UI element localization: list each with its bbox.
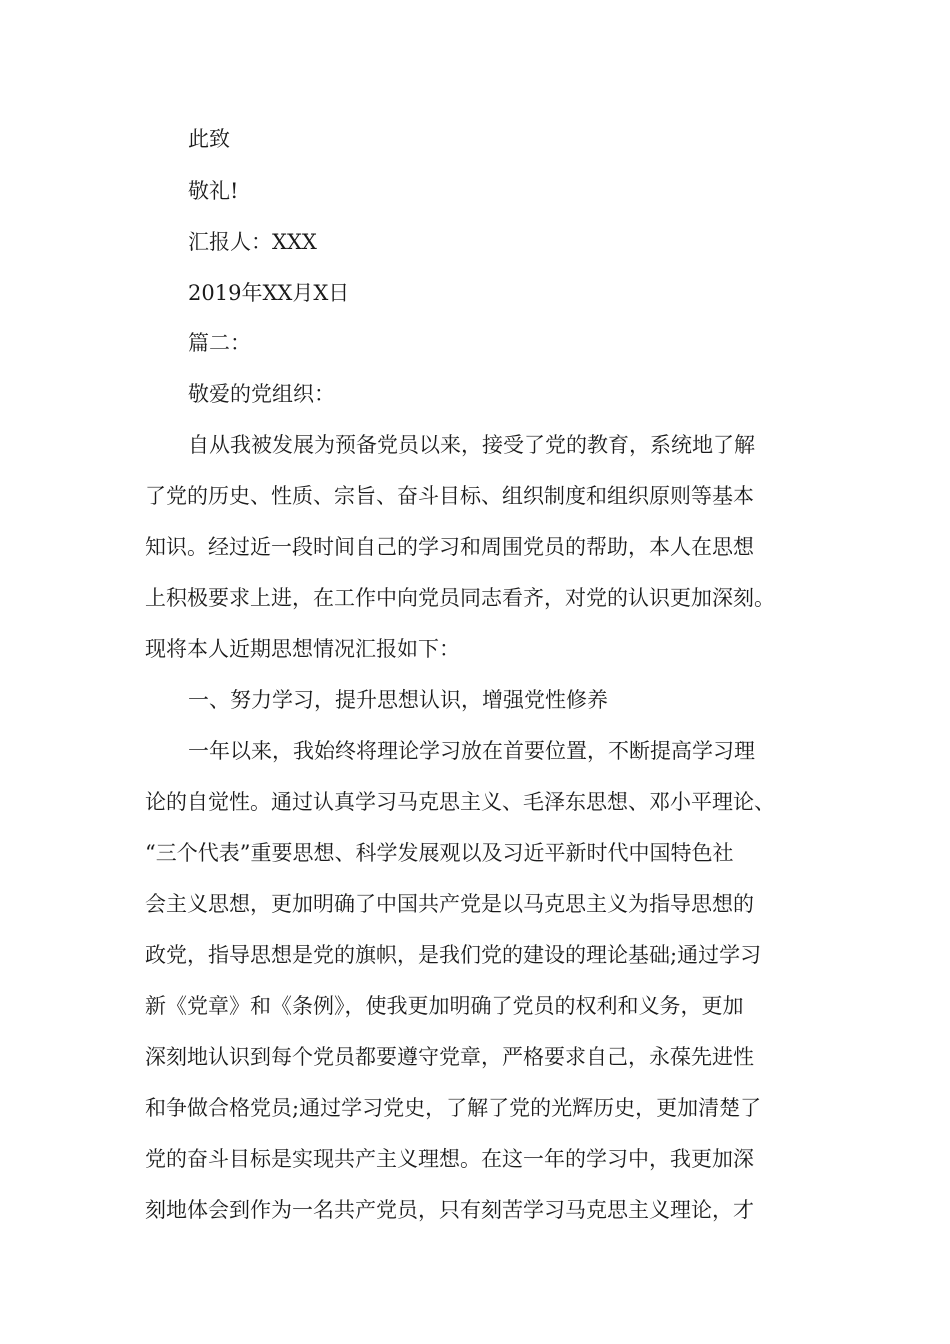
paragraph-line: 一年以来，我始终将理论学习放在首要位置，不断提高学习理 bbox=[188, 739, 755, 763]
closing-salute-1: 此致 bbox=[188, 127, 230, 151]
paragraph-line: 论的自觉性。通过认真学习马克思主义、毛泽东思想、邓小平理论、 bbox=[145, 790, 775, 814]
section-heading: 篇二： bbox=[188, 331, 251, 355]
paragraph-line: 深刻地认识到每个党员都要遵守党章，严格要求自己，永葆先进性 bbox=[145, 1045, 754, 1069]
paragraph-line: 党的奋斗目标是实现共产主义理想。在这一年的学习中，我更加深 bbox=[145, 1147, 754, 1171]
paragraph-line: 刻地体会到作为一名共产党员，只有刻苦学习马克思主义理论，才 bbox=[145, 1198, 754, 1222]
closing-salute-2: 敬礼! bbox=[188, 179, 239, 203]
paragraph-line: 会主义思想，更加明确了中国共产党是以马克思主义为指导思想的 bbox=[145, 892, 754, 916]
date-line: 2019年XX月X日 bbox=[188, 281, 350, 305]
paragraph-line: 政党，指导思想是党的旗帜，是我们党的建设的理论基础;通过学习 bbox=[145, 943, 762, 967]
paragraph-line: “三个代表”重要思想、科学发展观以及习近平新时代中国特色社 bbox=[145, 841, 734, 865]
paragraph-line: 现将本人近期思想情况汇报如下： bbox=[145, 637, 460, 661]
greeting-line: 敬爱的党组织： bbox=[188, 382, 335, 406]
paragraph-line: 知识。经过近一段时间自己的学习和周围党员的帮助，本人在思想 bbox=[145, 535, 754, 559]
paragraph-line: 自从我被发展为预备党员以来，接受了党的教育，系统地了解 bbox=[188, 433, 755, 457]
paragraph-line: 了党的历史、性质、宗旨、奋斗目标、组织制度和组织原则等基本 bbox=[145, 484, 754, 508]
paragraph-line: 新《党章》和《条例》，使我更加明确了党员的权利和义务，更加 bbox=[145, 994, 744, 1018]
subsection-heading: 一、努力学习，提升思想认识，增强党性修养 bbox=[188, 688, 608, 712]
paragraph-line: 和争做合格党员;通过学习党史，了解了党的光辉历史，更加清楚了 bbox=[145, 1096, 762, 1120]
paragraph-line: 上积极要求上进，在工作中向党员同志看齐，对党的认识更加深刻。 bbox=[145, 586, 775, 610]
reporter-line: 汇报人：XXX bbox=[188, 230, 317, 254]
